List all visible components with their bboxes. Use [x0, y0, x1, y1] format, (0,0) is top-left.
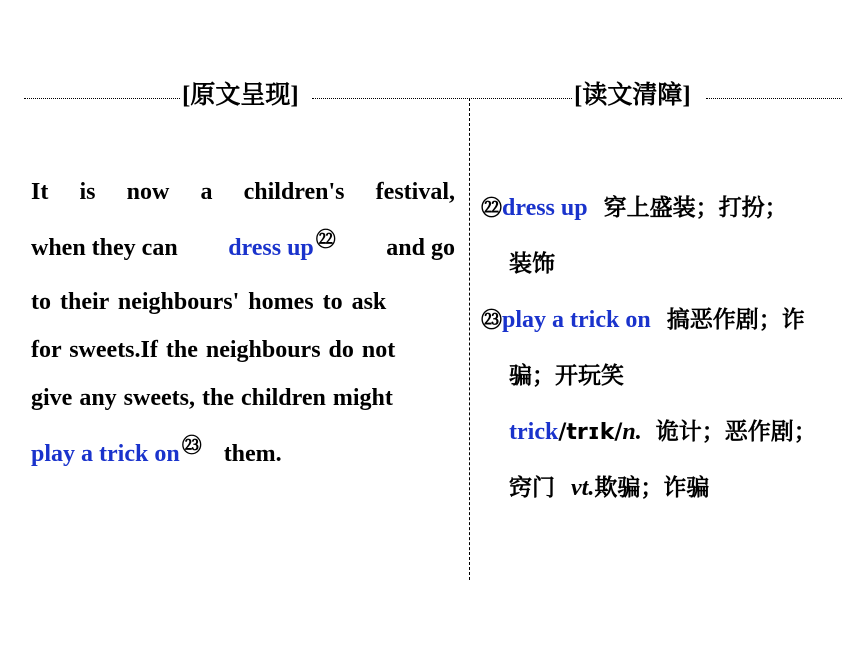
word-trick: trick	[509, 419, 559, 445]
passage-line-3: to their neighbours' homes to ask	[31, 289, 387, 315]
note-phrase-dress-up: dress up	[502, 195, 588, 221]
note-23: ㉓play a trick on 搞恶作剧；诈	[481, 307, 805, 333]
note-phrase-play-a-trick-on: play a trick on	[502, 307, 651, 333]
word-entry-trick: trick/trɪk/n. 诡计；恶作剧；	[509, 419, 817, 445]
phrase-dress-up: dress up	[228, 235, 314, 261]
note-marker-23: ㉓	[181, 433, 202, 457]
passage-line-2: when they can dress up $^㉒$ and go	[31, 227, 455, 261]
word-entry-trick-continued: 窍门 vt.欺骗；诈骗	[509, 475, 710, 501]
passage-line-5: give any sweets, the children might	[31, 385, 393, 411]
vocabulary-notes	[481, 180, 851, 516]
original-text-title: 原文呈现	[190, 80, 291, 109]
column-divider	[469, 98, 470, 580]
passage-line-1: It is now a children's festival,	[31, 179, 455, 205]
notes-header: [读文清障]	[574, 80, 691, 109]
left-header-rule-a	[24, 98, 182, 99]
note-number-22: ㉒	[481, 196, 502, 220]
word-ipa: /trɪk/	[558, 420, 623, 445]
passage-line-6: play a trick on $^㉓$ them.	[31, 433, 282, 467]
passage-line-4: for sweets.If the neighbours do not	[31, 337, 396, 363]
notes-title: 读文清障	[582, 80, 683, 109]
phrase-play-a-trick-on: play a trick on	[31, 441, 180, 467]
passage-text	[31, 168, 455, 478]
note-22-continued: 装饰	[509, 251, 555, 277]
note-22: ㉒dress up 穿上盛装；打扮；	[481, 195, 788, 221]
left-header-rule-b	[312, 98, 574, 99]
original-text-header: [原文呈现]	[182, 80, 299, 109]
note-number-23: ㉓	[481, 308, 502, 332]
note-marker-22: ㉒	[315, 227, 336, 251]
note-23-continued: 骗；开玩笑	[509, 363, 624, 389]
right-header-rule	[706, 98, 842, 99]
